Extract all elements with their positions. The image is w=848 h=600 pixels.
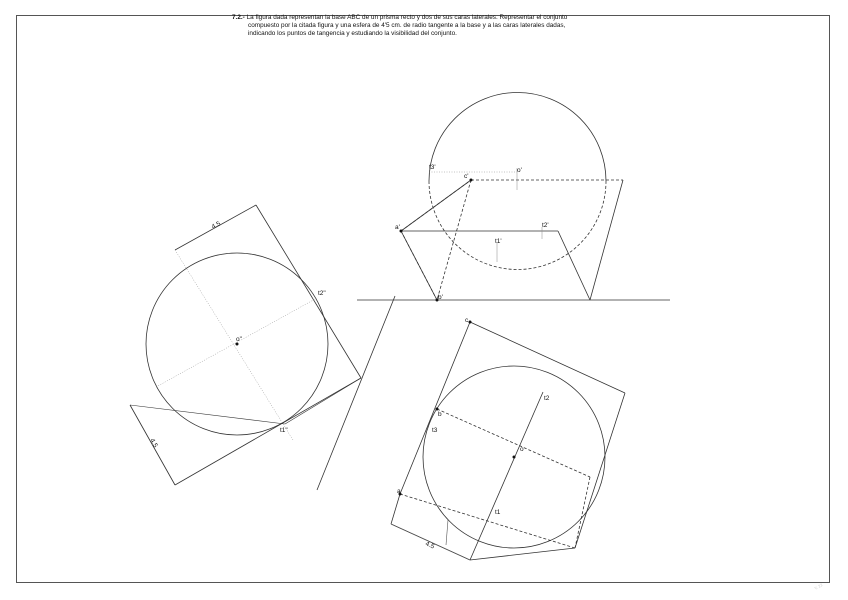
plan-b-hidden	[437, 409, 590, 477]
aux-lower-right-line	[285, 378, 361, 424]
plan-diagonal	[470, 392, 543, 560]
statement-line-2: compuesto por la citada figura y una esfera de 4'5 cm. de radio tangente a la base y a las caras laterales dadas,	[248, 22, 566, 30]
label-t2-plan: t2	[544, 395, 550, 402]
dimension-auxiliary-left: 4.5	[148, 437, 159, 449]
plan-a-extension	[391, 494, 400, 524]
plan-base-edge	[470, 548, 575, 560]
aux-bottom-tangent-line	[175, 378, 361, 485]
plan-c-a-edge	[400, 322, 470, 494]
label-o-auxiliary: o"	[236, 336, 242, 343]
label-c-plan: c	[465, 317, 469, 324]
label-t1-plan: t1	[495, 509, 501, 516]
aux-right-tangent-line	[256, 205, 361, 378]
label-a-elevation: a'	[395, 224, 400, 231]
label-b-elevation: b'	[438, 294, 443, 301]
label-t1-elevation: t1'	[495, 238, 502, 245]
plan-right-top-edge	[470, 322, 625, 393]
label-t3-plan: t3	[432, 427, 438, 434]
corner-mark: Y. 22	[813, 582, 824, 591]
label-t3-elevation: t3'	[429, 164, 436, 171]
top-right-edge	[558, 231, 590, 300]
plan-right-hidden	[575, 477, 590, 548]
statement-text-1: La figura dada representan la base ABC de un prisma recto y dos de sus caras laterales. Representar el conjunto	[246, 14, 568, 21]
label-a-plan: a	[397, 488, 401, 495]
aux-lower-ref-line	[130, 405, 285, 424]
point-c-plan	[469, 321, 472, 324]
label-o-plan: o	[520, 446, 524, 453]
point-o-plan	[513, 456, 516, 459]
label-o-elevation: o'	[517, 167, 522, 174]
label-t1-auxiliary: t1"	[280, 427, 288, 434]
c-b-edge-hidden	[437, 180, 471, 300]
plan-dim-tick-1	[446, 520, 448, 545]
label-c-elevation: c'	[464, 173, 469, 180]
label-b-plan: b	[438, 411, 442, 418]
problem-number: 7.2.-	[232, 14, 245, 21]
dimension-plan: 4.5	[424, 540, 436, 551]
sphere-elevation-hidden	[429, 181, 606, 270]
point-c-elevation	[470, 179, 473, 182]
right-lateral-edge	[590, 180, 623, 300]
label-t2-elevation: t2'	[542, 222, 549, 229]
point-a-elevation	[400, 230, 403, 233]
label-t2-auxiliary: t2"	[318, 290, 326, 297]
plan-right-side-edge	[575, 393, 625, 548]
dimension-auxiliary-top: 4.5	[210, 220, 222, 231]
aux-axis-1	[175, 250, 293, 440]
statement-line-3: indicando los puntos de tangencia y estudiando la visibilidad del conjunto.	[248, 30, 457, 38]
